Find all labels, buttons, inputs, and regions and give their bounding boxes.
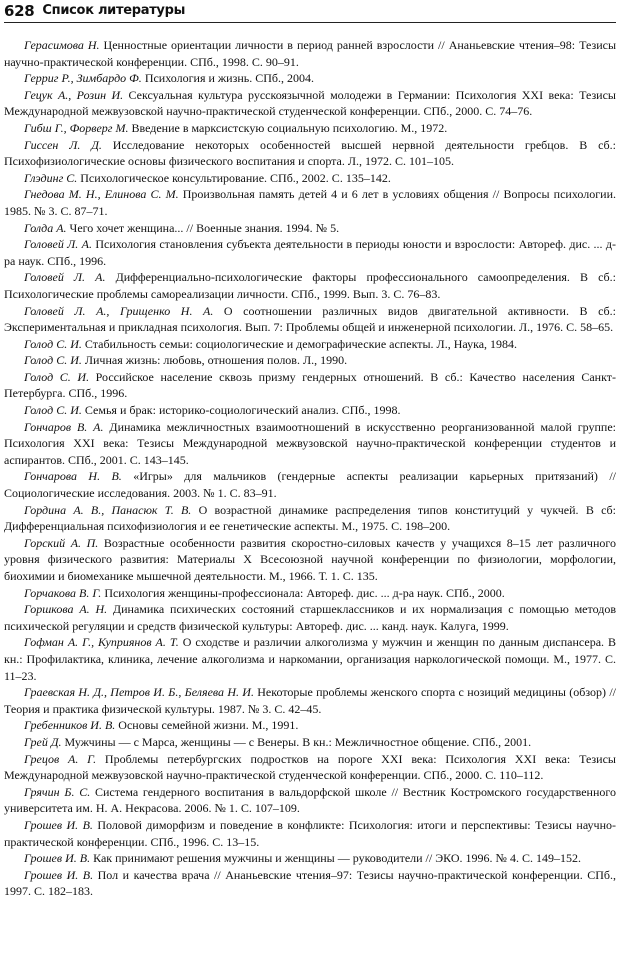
reference-entry	[4, 502, 616, 535]
reference-author: Гончарова Н. В.	[24, 469, 122, 484]
reference-author: Грецов А. Г.	[24, 751, 97, 766]
reference-entry	[4, 784, 616, 817]
reference-author: Голда А.	[24, 220, 67, 235]
page-number: 628	[4, 2, 35, 20]
reference-text: Чего хочет женщина... // Военные знания. 1994. № 5.	[66, 220, 340, 235]
reference-text: Сексуальная культура русскоязычной молодежи в Германии: Психология XXI века: Тезисы Международной межвузовской научно-практической студенческой конференции. СПб., 2000. С. 74–76.	[4, 87, 616, 119]
reference-text: Некоторые проблемы женского спорта с нозиций медицины (обзор) // Теория и практика физической культуры. 1987. № 3. С. 42–45.	[4, 685, 616, 716]
reference-text: Личная жизнь: любовь, отношения полов. Л., 1990.	[81, 353, 348, 368]
reference-author: Грей Д.	[24, 734, 62, 749]
reference-text: Проблемы петербургских подростков на пороге XXI века: Психология XXI века: Тезисы Международной межвузовской научно-практической студенческой конференции. СПб., 2000. С. 110–112.	[4, 751, 616, 783]
reference-author: Голод С. И.	[24, 353, 82, 368]
reference-author: Гибш Г., Форверг М.	[24, 120, 129, 135]
reference-author: Горский А. П.	[24, 535, 99, 550]
reference-entry	[4, 717, 616, 734]
reference-text: Система гендерного воспитания в вальдорфской школе // Вестник Костромского государственного университета им. Н. А. Некрасова. 2006. № 1. С. 107–109.	[4, 784, 616, 816]
reference-author: Горчакова В. Г.	[24, 585, 102, 600]
reference-entry	[4, 369, 616, 402]
reference-author: Грошев И. В.	[24, 851, 91, 866]
reference-text: Пол и качества врача // Ананьевские чтения–97: Тезисы научно-практической конференции. СПб., 1997. С. 182–183.	[4, 867, 616, 899]
reference-entry	[4, 684, 616, 717]
reference-text: Ценностные ориентации личности в период ранней взрослости // Ананьевские чтения–98: Тезисы научно-практической конференции. СПб., 1998. С. 90–91.	[4, 38, 616, 69]
reference-author: Гордина А. В., Панасюк Т. В.	[24, 502, 192, 517]
reference-list	[4, 37, 616, 900]
reference-text: Семья и брак: историко-социологический анализ. СПб., 1998.	[81, 403, 401, 418]
reference-entry	[4, 37, 616, 70]
reference-author: Головей Л. А.	[24, 270, 106, 285]
reference-author: Герасимова Н.	[24, 38, 100, 52]
reference-author: Гончаров В. А.	[24, 419, 104, 434]
reference-text: Исследование некоторых особенностей высшей нервной деятельности гребцов. В сб.: Психофизиологические основы физического воспитания и спорта. Л., 1972. С. 101–105.	[4, 137, 616, 169]
reference-entry	[4, 419, 616, 469]
reference-text: Динамика межличностных взаимоотношений в искусственно реорганизованной малой группе: Психология XXI века: Тезисы Международной межвузовской научно-практической конференции студентов и аспирантов. СПб., 2001. С. 143–145.	[4, 419, 616, 467]
reference-text: Психология становления субъекта деятельности в периоды юности и взрослости: Автореф. дис. ... д-ра наук. СПб., 1996.	[4, 237, 616, 268]
reference-author: Гнедова М. Н., Елинова С. М.	[24, 187, 179, 202]
reference-author: Гиссен Л. Д.	[24, 137, 102, 152]
reference-entry	[4, 634, 616, 684]
reference-entry	[4, 220, 616, 237]
reference-text: О возрастной динамике распределения типов конституций у чукчей. В сб: Дифференциальная психофизиология и ее генетические аспекты. М., 1975. С. 198–200.	[4, 502, 616, 534]
reference-author: Грошев И. В.	[24, 867, 94, 882]
reference-text: Психология и жизнь. СПб., 2004.	[141, 71, 315, 86]
reference-author: Голод С. И.	[24, 403, 82, 418]
reference-entry	[4, 269, 616, 302]
reference-text: Психология женщины-профессионала: Автореф. дис. ... д-ра наук. СПб., 2000.	[101, 585, 505, 600]
reference-text: Основы семейной жизни. М., 1991.	[115, 718, 299, 733]
running-header	[4, 0, 616, 23]
reference-text: О сходстве и различии алкоголизма у мужчин и женщин по данным диспансера. В кн.: Профилактика, клиника, лечение алкоголизма и наркомании, организация наркологической помощи. М., 1977. С. 11–23.	[4, 635, 616, 683]
reference-entry	[4, 70, 616, 87]
reference-entry	[4, 303, 616, 336]
reference-entry	[4, 535, 616, 585]
reference-text: Введение в марксистскую социальную психологию. М., 1972.	[128, 120, 448, 135]
reference-text: Мужчины — с Марса, женщины — с Венеры. В кн.: Межличностное общение. СПб., 2001.	[61, 734, 532, 749]
reference-author: Гецук А., Розин И.	[24, 87, 124, 102]
reference-author: Гофман А. Г., Куприянов А. Т.	[24, 635, 179, 650]
reference-entry	[4, 601, 616, 634]
reference-author: Горшкова А. Н.	[24, 602, 108, 617]
section-title: Список литературы	[42, 3, 186, 18]
reference-author: Голод С. И.	[24, 336, 82, 351]
reference-entry	[4, 336, 616, 353]
reference-entry	[4, 751, 616, 784]
reference-entry	[4, 817, 616, 850]
reference-author: Глэдинг С.	[24, 170, 78, 185]
reference-text: Возрастные особенности развития скоростно-силовых качеств у учащихся 8–15 лет различного уровня физического развития: Материалы X Всесоюзной научной конференции по физиологии, морфологии, биохимии и биомеханике мышечной деятельности. М., 1966. Т. 1. С. 135.	[4, 535, 617, 583]
reference-entry	[4, 867, 616, 900]
reference-text: Психологическое консультирование. СПб., 2002. С. 135–142.	[77, 170, 391, 185]
reference-entry	[4, 170, 616, 187]
reference-author: Грошев И. В.	[24, 817, 93, 832]
reference-text: О соотношении различных видов двигательной активности. В сб.: Экспериментальная и прикладная психология. Вып. 7: Проблемы общей и инженерной психологии. Л., 1976. С. 58–65.	[4, 303, 616, 335]
reference-text: Как принимают решения мужчины и женщины — руководители // ЭКО. 1996. № 4. С. 149–152.	[90, 851, 581, 866]
reference-author: Головей Л. А.	[24, 237, 92, 252]
reference-author: Гребенников И. В.	[24, 718, 116, 733]
reference-entry	[4, 87, 616, 120]
reference-text: Произвольная память детей 4 и 6 лет в условиях общения // Вопросы психологии. 1985. № 3. С. 87–71.	[4, 187, 616, 218]
reference-author: Герриг Р., Зимбардо Ф.	[24, 71, 142, 86]
reference-text: Стабильность семьи: социологические и демографические аспекты. Л., Наука, 1984.	[81, 336, 518, 351]
reference-entry	[4, 186, 616, 219]
reference-entry	[4, 468, 616, 501]
reference-author: Граевская Н. Д., Петров И. Б., Беляева Н. И.	[24, 685, 254, 700]
reference-entry	[4, 734, 616, 751]
reference-entry	[4, 137, 616, 170]
reference-text: Половой диморфизм и поведение в конфликте: Психология: итоги и перспективы: Тезисы научно-практической конференции. СПб., 1996. С. 13–15.	[4, 817, 616, 849]
reference-entry	[4, 236, 616, 269]
reference-entry	[4, 352, 616, 369]
reference-text: Динамика психических состояний старшеклассников и их нормализация с помощью методов психической регуляции и средств физической культуры: Автореф. дис. ... канд. наук. Калуга, 1999.	[4, 602, 616, 633]
reference-entry	[4, 585, 616, 602]
reference-entry	[4, 120, 616, 137]
reference-entry	[4, 402, 616, 419]
reference-author: Головей Л. А., Грищенко Н. А.	[24, 303, 214, 318]
reference-author: Голод С. И.	[24, 369, 90, 384]
reference-text: «Игры» для мальчиков (гендерные аспекты реализации карьерных притязаний) // Социологические исследования. 2003. № 1. С. 83–91.	[4, 469, 616, 501]
reference-entry	[4, 850, 616, 867]
reference-author: Грячин Б. С.	[24, 784, 91, 799]
reference-text: Дифференциально-психологические факторы профессионального самоопределения. В сб.: Психологические проблемы самореализации личности. СПб., 1999. Вып. 3. С. 76–83.	[4, 270, 616, 301]
reference-text: Российское население сквозь призму гендерных отношений. В сб.: Качество населения Санкт-Петербурга. СПб., 1996.	[4, 369, 616, 401]
